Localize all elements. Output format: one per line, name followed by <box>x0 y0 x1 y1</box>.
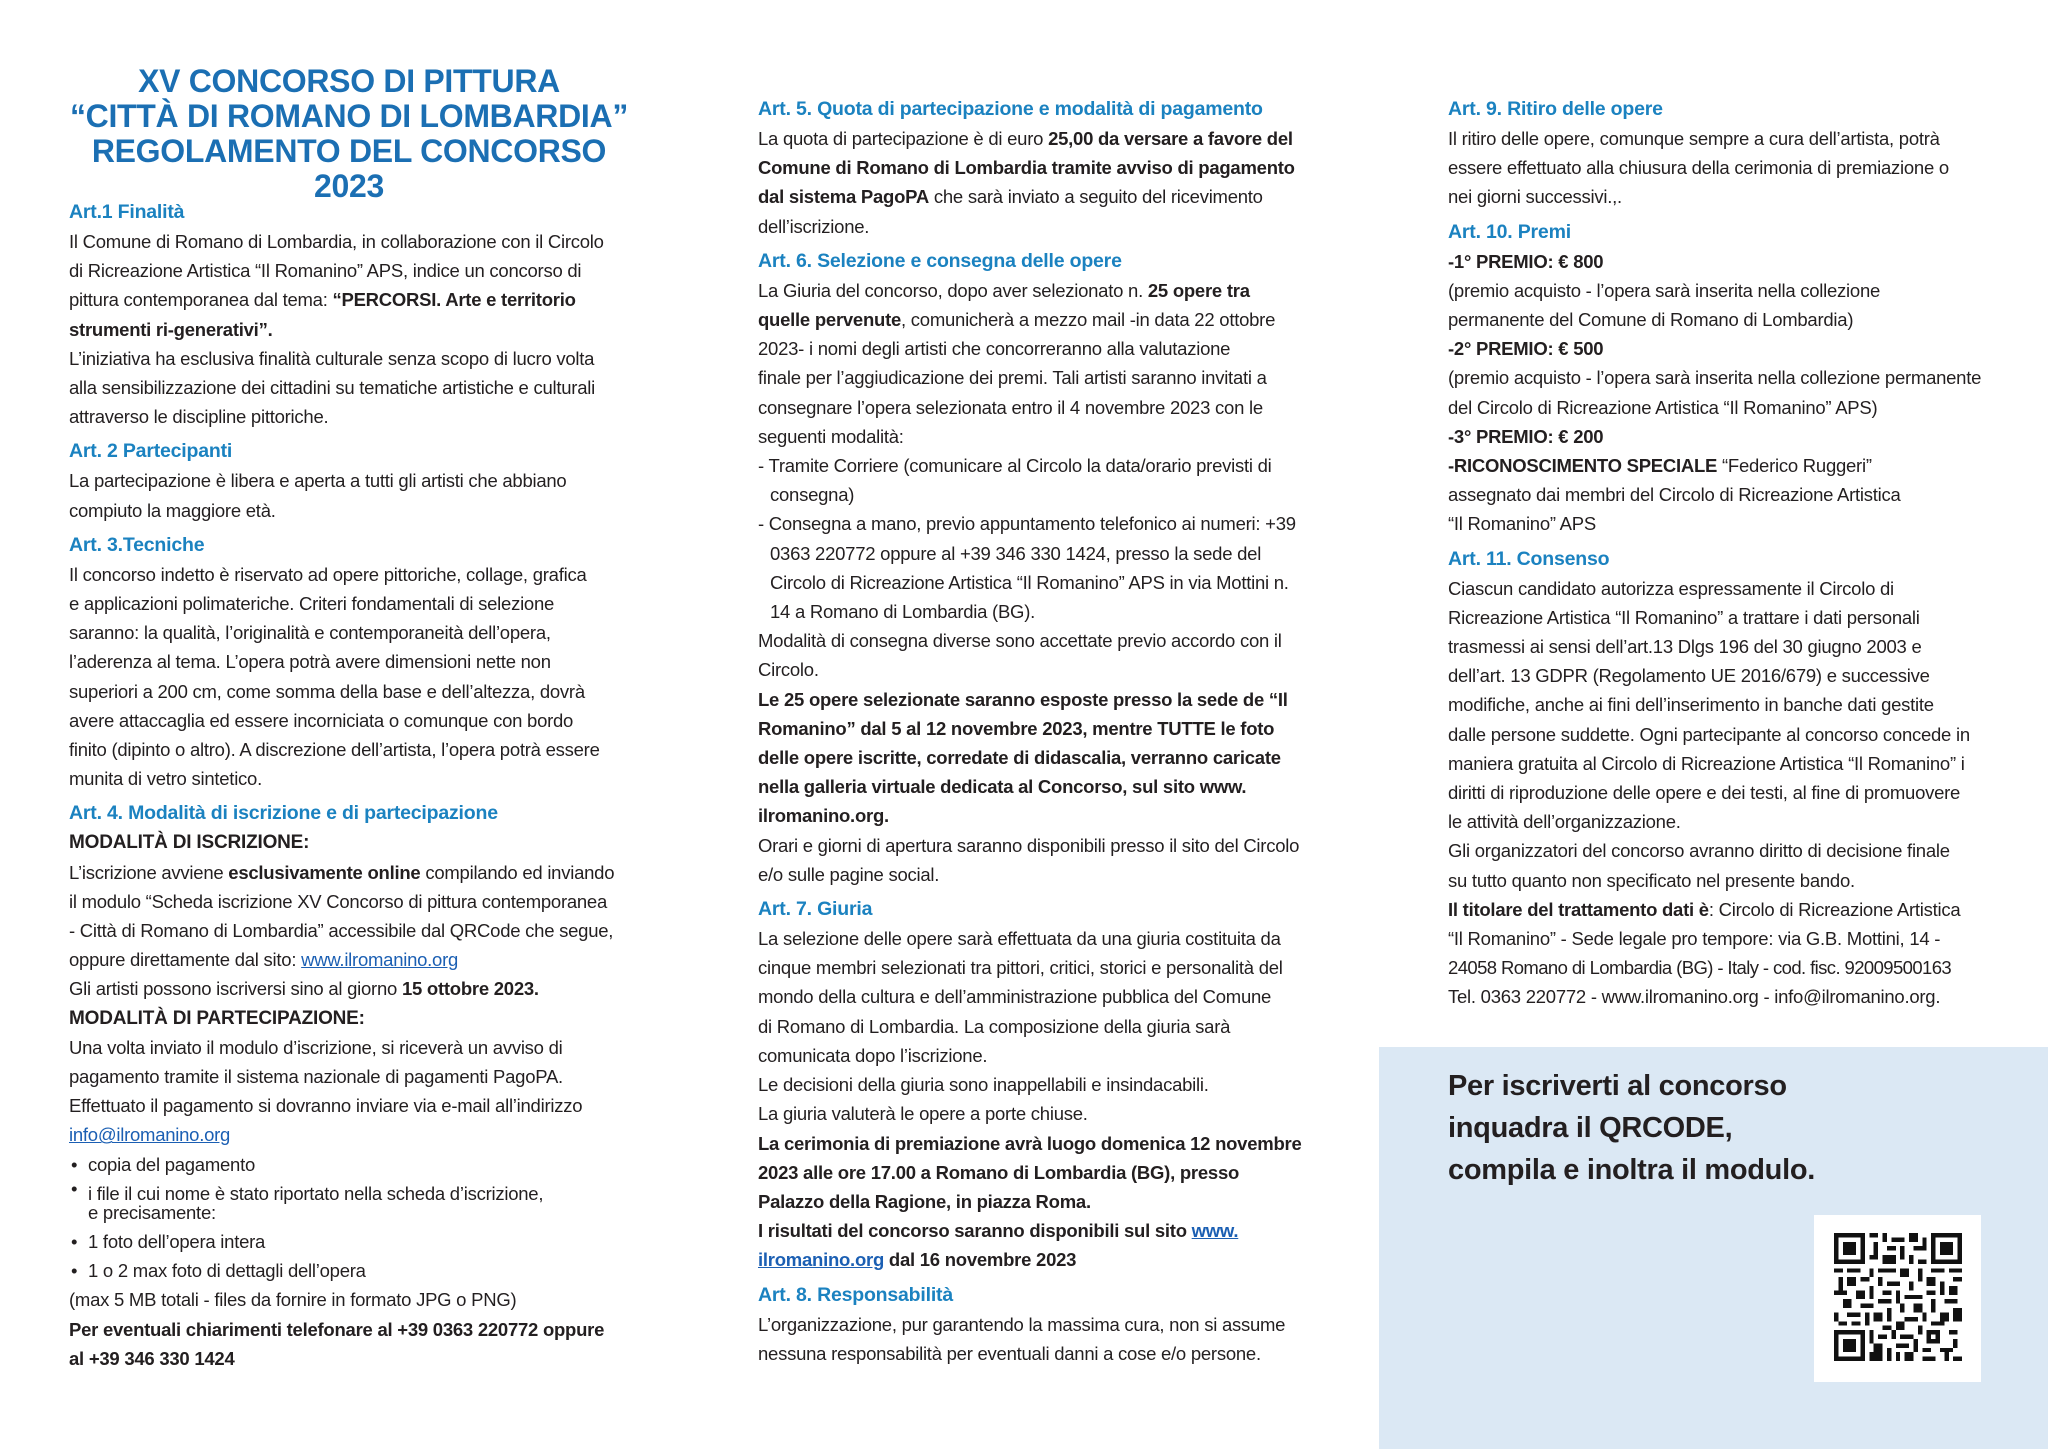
article-heading: Art. 2 Partecipanti <box>69 440 233 463</box>
paragraph-line: Tel. 0363 220772 - www.ilromanino.org - info@ilromanino.org. <box>1448 986 1941 1008</box>
title-line-1: XV CONCORSO DI PITTURA <box>138 63 560 99</box>
paragraph-line: dell’art. 13 GDPR (Regolamento UE 2016/679) e successive <box>1448 665 1930 687</box>
paragraph-line: 24058 Romano di Lombardia (BG) - Italy - cod. fisc. 92009500163 <box>1448 957 1952 979</box>
paragraph-line: munita di vetro sintetico. <box>69 768 262 790</box>
paragraph-line: su tutto quanto non specificato nel presente bando. <box>1448 869 1855 891</box>
text-bold: 25,00 da versare a favore del <box>1048 128 1293 149</box>
paragraph-line: e applicazioni polimateriche. Criteri fondamentali di selezione <box>69 593 555 615</box>
paragraph-line <box>758 124 1318 153</box>
article-11 <box>1448 545 2008 1012</box>
text-bold: I risultati del concorso saranno disponibili sul sito <box>758 1220 1192 1242</box>
article-heading: Art. 4. Modalità di iscrizione e di partecipazione <box>69 802 498 825</box>
paragraph-line: 2023- i nomi degli artisti che concorreranno alla valutazione <box>758 338 1231 360</box>
paragraph-line: (premio acquisto - l’opera sarà inserita nella collezione permanente <box>1448 367 1982 389</box>
text-bold: esclusivamente online <box>228 861 421 883</box>
document-title <box>69 64 629 204</box>
paragraph-line: Circolo di Ricreazione Artistica “Il Romanino” APS in via Mottini n. <box>770 571 1289 593</box>
qr-code[interactable] <box>1814 1215 1981 1382</box>
article-heading: Art. 9. Ritiro delle opere <box>1448 98 1663 120</box>
text-bold: quelle pervenute <box>758 309 902 331</box>
paragraph-line: Le 25 opere selezionate saranno esposte presso la sede de “Il <box>758 688 1288 710</box>
text: Gli artisti possono iscriversi sino al giorno <box>69 978 402 1000</box>
title-block <box>69 64 629 204</box>
paragraph-line: assegnato dai membri del Circolo di Ricreazione Artistica <box>1448 484 1901 506</box>
text: L’iscrizione avviene <box>69 861 229 883</box>
article-1 <box>69 198 629 431</box>
cta-line: compila e inoltra il modulo. <box>1448 1154 1816 1186</box>
paragraph-line <box>758 1245 1318 1274</box>
article-7 <box>758 895 1318 1274</box>
paragraph-line <box>758 182 1318 211</box>
paragraph-line: saranno: la qualità, l’originalità e contemporaneità dell’opera, <box>69 622 551 644</box>
paragraph-line: Comune di Romano di Lombardia tramite avviso di pagamento <box>758 157 1295 179</box>
paragraph-line: Ricreazione Artistica “Il Romanino” a trattare i dati personali <box>1448 606 1920 628</box>
article-heading: Art. 3.Tecniche <box>69 533 205 556</box>
paragraph-line: La selezione delle opere sarà effettuata da una giuria costituita da <box>758 928 1281 950</box>
paragraph-line: consegna) <box>770 484 855 506</box>
list-item: • 1 foto dell’opera intera <box>69 1227 629 1256</box>
text-bold: -RICONOSCIMENTO SPECIALE <box>1448 455 1718 477</box>
theme-text: strumenti ri-generativi”. <box>69 318 273 340</box>
col1-body <box>69 198 629 1373</box>
paragraph-line: nei giorni successivi.,. <box>1448 186 1622 208</box>
paragraph-line: modifiche, anche ai fini dell’inserimento in banche dati gestite <box>1448 694 1934 716</box>
paragraph-line: Orari e giorni di apertura saranno disponibili presso il sito del Circolo <box>758 834 1300 856</box>
paragraph-line: di Romano di Lombardia. La composizione della giuria sarà <box>758 1015 1231 1037</box>
paragraph-line: maniera gratuita al Circolo di Ricreazione Artistica “Il Romanino” i <box>1448 752 1965 774</box>
paragraph-line: l’aderenza al tema. L’opera potrà avere dimensioni nette non <box>69 651 551 673</box>
paragraph-line: superiori a 200 cm, come somma della base e dell’altezza, dovrà <box>69 680 585 702</box>
paragraph-line: le attività dell’organizzazione. <box>1448 811 1681 833</box>
article-6 <box>758 247 1318 889</box>
paragraph-line: Effettuato il pagamento si dovranno inviare via e-mail all’indirizzo <box>69 1095 583 1117</box>
article-2 <box>69 437 629 524</box>
paragraph-line: Una volta inviato il modulo d’iscrizione, si riceverà un avviso di <box>69 1036 563 1058</box>
paragraph-line: ilromanino.org. <box>758 805 889 827</box>
article-heading: Art. 5. Quota di partecipazione e modalità di pagamento <box>758 98 1263 120</box>
article-heading: Art. 10. Premi <box>1448 220 1571 243</box>
paragraph-line: Palazzo della Ragione, in piazza Roma. <box>758 1190 1091 1212</box>
text: La Giuria del concorso, dopo aver selezionato n. <box>758 279 1148 301</box>
article-9 <box>1448 95 2008 212</box>
email-link[interactable]: info@ilromanino.org <box>69 1124 231 1146</box>
paragraph-line: La partecipazione è libera e aperta a tutti gli artisti che abbiano <box>69 470 567 492</box>
paragraph-line <box>69 285 629 314</box>
paragraph-line: consegnare l’opera selezionata entro il 4 novembre 2023 con le <box>758 396 1263 418</box>
contact-line: Per eventuali chiarimenti telefonare al +39 0363 220772 oppure <box>69 1318 605 1340</box>
paragraph-line: dell’iscrizione. <box>758 215 870 237</box>
paragraph-line: Il concorso indetto è riservato ad opere pittoriche, collage, grafica <box>69 563 587 585</box>
text: pittura contemporanea dal tema: <box>69 289 333 311</box>
list-item-continuation: e precisamente: <box>88 1201 216 1223</box>
article-5 <box>758 95 1318 241</box>
prize-second: -2° PREMIO: € 500 <box>1448 338 1604 360</box>
qr-call-to-action <box>1379 1047 2048 1449</box>
paragraph-line: finale per l’aggiudicazione dei premi. Tali artisti saranno invitati a <box>758 367 1267 389</box>
col3-body <box>1448 95 2008 1012</box>
paragraph-line: (premio acquisto - l’opera sarà inserita nella collezione <box>1448 279 1881 301</box>
article-heading: Art. 7. Giuria <box>758 898 873 921</box>
paragraph-line: Modalità di consegna diverse sono accettate previo accordo con il <box>758 630 1282 652</box>
paragraph-line <box>758 305 1318 334</box>
paragraph-line: La cerimonia di premiazione avrà luogo domenica 12 novembre <box>758 1132 1302 1154</box>
paragraph-line: mondo della cultura e dell’amministrazione pubblica del Comune <box>758 986 1272 1008</box>
special-recognition <box>1448 451 2008 480</box>
paragraph-line: - Città di Romano di Lombardia” accessibile dal QRCode che segue, <box>69 920 614 942</box>
theme-text: “PERCORSI. Arte e territorio <box>332 289 576 311</box>
contact-line: al +39 346 330 1424 <box>69 1347 235 1369</box>
list-item: • i file il cui nome è stato riportato nella scheda d’iscrizione, <box>69 1179 629 1203</box>
paragraph-line: trasmessi ai sensi dell’art.13 Dlgs 196 del 30 giugno 2003 e <box>1448 636 1922 658</box>
paragraph-line: permanente del Comune di Romano di Lombardia) <box>1448 309 1854 331</box>
paragraph-line: 0363 220772 oppure al +39 346 330 1424, presso la sede del <box>770 542 1262 564</box>
cta-line: Per iscriverti al concorso <box>1448 1070 1787 1102</box>
paragraph-line: comunicata dopo l’iscrizione. <box>758 1044 988 1066</box>
paragraph-line: La giuria valuterà le opere a porte chiuse. <box>758 1103 1088 1125</box>
text: oppure direttamente dal sito: <box>69 949 302 971</box>
paragraph-line: alla sensibilizzazione dei cittadini su tematiche artistiche e culturali <box>69 377 595 399</box>
paragraph-line: nessuna responsabilità per eventuali danni a cose e/o persone. <box>758 1342 1261 1364</box>
paragraph-line: compiuto la maggiore età. <box>69 499 276 521</box>
qr-code-icon <box>1834 1230 1962 1364</box>
article-4 <box>69 799 629 1372</box>
text: , comunicherà a mezzo mail -in data 22 ottobre <box>901 309 1276 331</box>
paragraph-line: “Il Romanino” - Sede legale pro tempore: via G.B. Mottini, 14 - <box>1448 928 1941 950</box>
website-link[interactable]: www.ilromanino.org <box>301 949 459 971</box>
paragraph-line: 2023 alle ore 17.00 a Romano di Lombardia (BG), presso <box>758 1161 1240 1183</box>
paragraph-line: cinque membri selezionati tra pittori, critici, storici e personalità del <box>758 957 1283 979</box>
paragraph-line: avere attaccaglia ed essere incorniciata o comunque con bordo <box>69 709 574 731</box>
prize-first: -1° PREMIO: € 800 <box>1448 250 1604 272</box>
list-item: • 1 o 2 max foto di dettagli dell’opera <box>69 1256 629 1285</box>
text-bold: Il titolare del trattamento dati è <box>1448 898 1709 920</box>
paragraph-line <box>69 974 629 1003</box>
article-heading: Art. 11. Consenso <box>1448 547 1610 570</box>
paragraph-line: nella galleria virtuale dedicata al Concorso, sul sito www. <box>758 776 1247 798</box>
paragraph-line: (max 5 MB totali - files da fornire in formato JPG o PNG) <box>69 1289 517 1311</box>
paragraph-line: Il ritiro delle opere, comunque sempre a cura dell’artista, potrà <box>1448 128 1940 149</box>
article-10 <box>1448 218 2008 539</box>
article-heading: Art. 8. Responsabilità <box>758 1283 953 1306</box>
paragraph-line: Circolo. <box>758 659 819 681</box>
website-link[interactable]: www. <box>1191 1220 1239 1242</box>
paragraph-line: 14 a Romano di Lombardia (BG). <box>770 601 1035 623</box>
paragraph-line: - Consegna a mano, previo appuntamento telefonico ai numeri: +39 <box>758 513 1296 535</box>
paragraph-line <box>69 1120 629 1149</box>
prize-third: -3° PREMIO: € 200 <box>1448 425 1604 447</box>
paragraph-line: diritti di riproduzione delle opere e dei testi, al fine di promuovere <box>1448 782 1961 804</box>
paragraph-line: L’iniziativa ha esclusiva finalità culturale senza scopo di lucro volta <box>69 347 595 369</box>
col2-body <box>758 95 1318 1368</box>
paragraph-line: di Ricreazione Artistica “Il Romanino” APS, indice un concorso di <box>69 260 582 282</box>
paragraph-line <box>69 945 629 974</box>
paragraph-line: Gli organizzatori del concorso avranno diritto di decisione finale <box>1448 840 1950 862</box>
paragraph-line <box>758 276 1318 305</box>
list-item: • copia del pagamento <box>69 1150 629 1179</box>
paragraph-line <box>1448 895 2008 924</box>
text: : Circolo di Ricreazione Artistica <box>1708 898 1961 920</box>
paragraph-line: delle opere iscritte, corredate di didascalia, verranno caricate <box>758 747 1281 769</box>
paragraph-line: dalle persone suddette. Ogni partecipante al concorso concede in <box>1448 723 1970 745</box>
deadline-date: 15 ottobre 2023. <box>401 978 539 1000</box>
paragraph-line <box>758 1216 1318 1245</box>
text-bold: dal 16 novembre 2023 <box>884 1249 1077 1271</box>
paragraph-line: L’organizzazione, pur garantendo la massima cura, non si assume <box>758 1313 1286 1335</box>
paragraph-line: il modulo “Scheda iscrizione XV Concorso di pittura contemporanea <box>69 890 608 912</box>
paragraph-line <box>69 858 629 887</box>
paragraph-line: - Tramite Corriere (comunicare al Circolo la data/orario previsti di <box>758 455 1272 477</box>
text-bold: dal sistema PagoPA <box>758 186 929 208</box>
cta-line: inquadra il QRCODE, <box>1448 1112 1733 1144</box>
article-heading: Art. 6. Selezione e consegna delle opere <box>758 249 1122 272</box>
paragraph-line: Le decisioni della giuria sono inappellabili e insindacabili. <box>758 1074 1209 1096</box>
article-8 <box>758 1281 1318 1368</box>
title-line-3: REGOLAMENTO DEL CONCORSO 2023 <box>91 133 607 204</box>
website-link[interactable]: ilromanino.org <box>758 1249 884 1271</box>
paragraph-line: e/o sulle pagine social. <box>758 863 940 885</box>
text: La quota di partecipazione è di euro <box>758 128 1049 149</box>
paragraph-line: Il Comune di Romano di Lombardia, in collaborazione con il Circolo <box>69 231 604 252</box>
paragraph-line: “Il Romanino” APS <box>1448 513 1596 535</box>
text: compilando ed inviando <box>420 861 615 883</box>
paragraph-line: seguenti modalità: <box>758 425 904 447</box>
paragraph-line: pagamento tramite il sistema nazionale di pagamenti PagoPA. <box>69 1066 563 1088</box>
paragraph-line: del Circolo di Ricreazione Artistica “Il Romanino” APS) <box>1448 396 1878 418</box>
paragraph-line: Romanino” dal 5 al 12 novembre 2023, mentre TUTTE le foto <box>758 717 1275 739</box>
text: “Federico Ruggeri” <box>1717 455 1872 477</box>
article-heading: Art.1 Finalità <box>69 201 185 223</box>
cta-text <box>1448 1065 1815 1191</box>
title-line-2: “CITTÀ DI ROMANO DI LOMBARDIA” <box>69 98 629 134</box>
paragraph-line: finito (dipinto o altro). A discrezione dell’artista, l’opera potrà essere <box>69 739 600 761</box>
text: che sarà inviato a seguito del ricevimento <box>928 186 1263 208</box>
text-bold: 25 opere tra <box>1147 279 1250 301</box>
subheading: MODALITÀ DI PARTECIPAZIONE: <box>69 1007 365 1029</box>
paragraph-line: attraverso le discipline pittoriche. <box>69 406 329 428</box>
subheading: MODALITÀ DI ISCRIZIONE: <box>69 832 310 854</box>
paragraph-line: Ciascun candidato autorizza espressamente il Circolo di <box>1448 577 1894 599</box>
article-3 <box>69 531 629 794</box>
paragraph-line: essere effettuato alla chiusura della cerimonia di premiazione o <box>1448 157 1949 179</box>
